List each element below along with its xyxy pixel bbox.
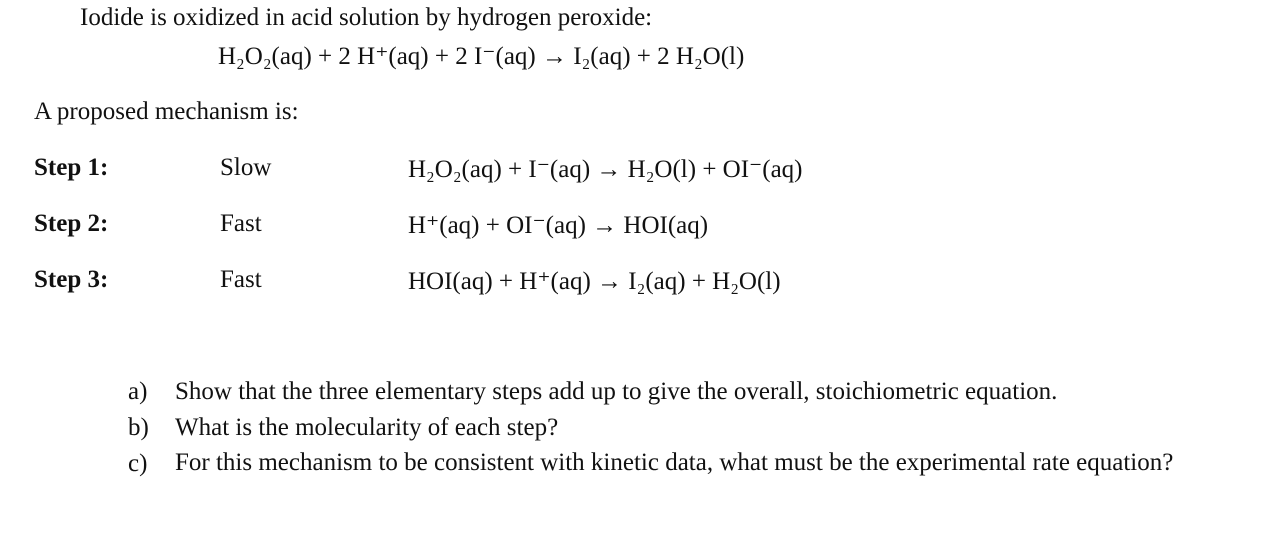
question-text: Show that the three elementary steps add up to give the overall, stoichiometric equation. — [175, 378, 1058, 405]
step-speed: Fast — [220, 210, 262, 237]
question-marker: b) — [128, 414, 149, 441]
step-label: Step 1: — [34, 154, 109, 181]
step-label: Step 3: — [34, 266, 109, 293]
question-marker: c) — [128, 450, 148, 477]
question-text: For this mechanism to be consistent with kinetic data, what must be the experimental rate equation? — [175, 449, 1174, 476]
question-marker: a) — [128, 378, 148, 405]
step-equation: H⁺(aq) + OI⁻(aq) → HOI(aq) — [408, 212, 709, 239]
step-equation: H₂O₂(aq) + I⁻(aq) → H₂O(l) + OI⁻(aq) — [408, 156, 803, 183]
question-text: What is the molecularity of each step? — [175, 414, 559, 441]
mechanism-intro: A proposed mechanism is: — [34, 98, 299, 125]
step-speed: Fast — [220, 266, 262, 293]
intro-statement: Iodide is oxidized in acid solution by hydrogen peroxide: — [80, 4, 653, 31]
step-speed: Slow — [220, 154, 272, 181]
step-label: Step 2: — [34, 210, 109, 237]
step-equation: HOI(aq) + H⁺(aq) → I₂(aq) + H₂O(l) — [408, 268, 781, 295]
overall-equation: H₂O₂(aq) + 2 H⁺(aq) + 2 I⁻(aq) → I₂(aq) + 2 H₂O(l) — [218, 43, 745, 70]
